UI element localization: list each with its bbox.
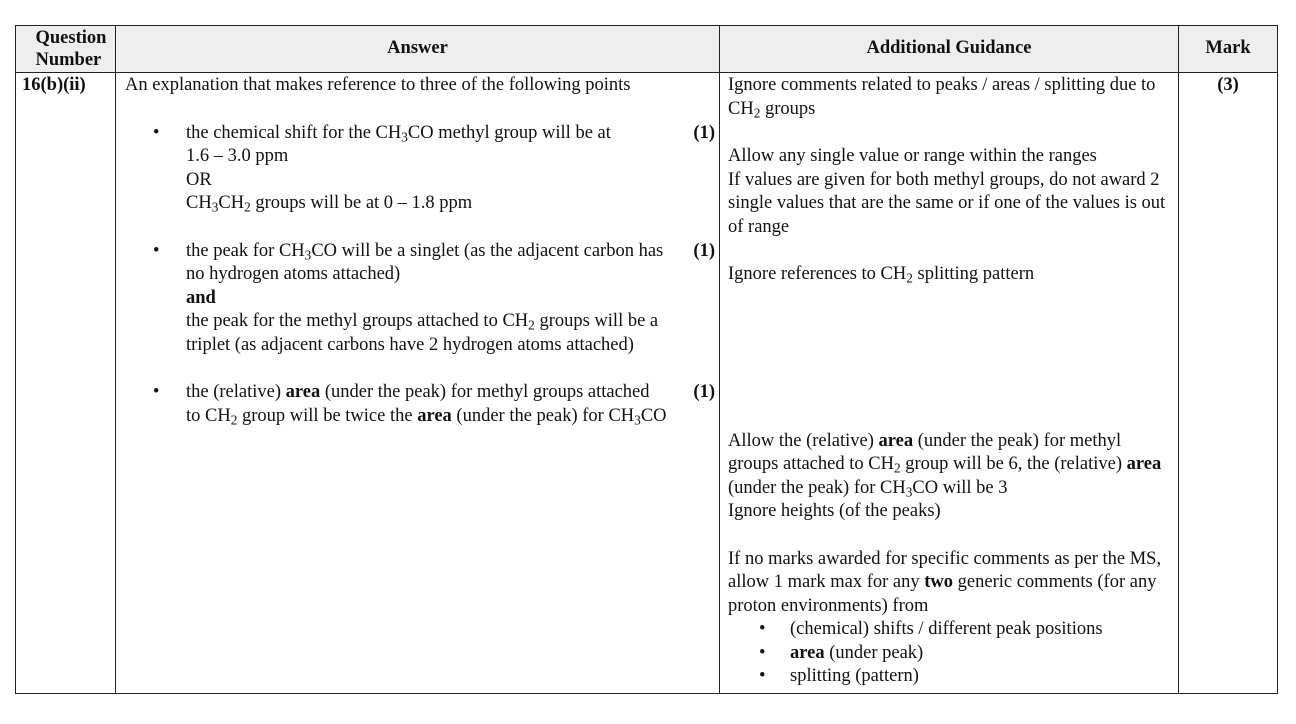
answer-header: Answer xyxy=(116,26,720,73)
guidance-point-2: Ignore references to $CH_2$ splitting pattern xyxy=(728,264,1035,286)
bullet-icon: • xyxy=(153,382,160,402)
guidance-general: Ignore comments related to peaks / areas / splitting due to $CH_2$ groups xyxy=(728,75,1156,120)
bullet-icon: • xyxy=(759,666,766,686)
list-item xyxy=(759,665,1172,689)
list-item-text: splitting (pattern) xyxy=(790,666,919,686)
answer-point-3 xyxy=(153,381,715,428)
answer-point-text: the (relative) area (under the peak) for methyl groups attached to $CH_2$ group will be twice the area (under the peak) for $CH_3CO$ xyxy=(186,382,667,427)
mark-header: Mark xyxy=(1179,26,1278,73)
generic-comments-list xyxy=(728,618,1172,689)
list-item xyxy=(759,618,1172,642)
bullet-icon: • xyxy=(153,122,160,143)
total-mark: (3) xyxy=(1179,73,1278,694)
guidance-point-1: Allow any single value or range within the ranges If values are given for both methyl groups, do not award 2 single values that are the same or if one of the values is out of range xyxy=(728,146,1166,237)
answer-point-text: the chemical shift for the $CH_3CO$ methyl group will be at 1.6 – 3.0 ppm OR $CH_3CH_2$ groups will be at 0 – 1.8 ppm xyxy=(186,122,611,215)
answer-point-1 xyxy=(153,122,715,216)
list-item-text: (chemical) shifts / different peak positions xyxy=(790,619,1103,639)
guidance-cell xyxy=(720,73,1179,694)
table-row xyxy=(16,73,1278,694)
bullet-icon: • xyxy=(153,240,160,261)
answer-cell xyxy=(116,73,720,694)
answer-point-2 xyxy=(153,240,715,358)
point-mark: (1) xyxy=(693,122,715,143)
list-item-text: area (under peak) xyxy=(790,642,924,663)
list-item xyxy=(759,642,1172,666)
mark-scheme-table xyxy=(15,25,1278,694)
point-mark: (1) xyxy=(693,240,715,261)
guidance-point-3: Allow the (relative) area (under the peak) for methyl groups attached to $CH_2$ group will be 6, the (relative) area (under the peak) for $CH_3CO$ will be 3 Ignore heights (of the peaks) xyxy=(728,430,1162,521)
bullet-icon: • xyxy=(759,619,766,639)
guidance-header: Additional Guidance xyxy=(720,26,1179,73)
guidance-generic-intro: If no marks awarded for specific comments as per the MS, allow 1 mark max for any two generic comments (for any proton environments) from xyxy=(728,548,1162,616)
question-number-header: Question Number xyxy=(16,26,116,73)
answer-intro: An explanation that makes reference to three of the following points xyxy=(125,75,631,95)
answer-point-text: the peak for $CH_3CO$ will be a singlet (as the adjacent carbon has no hydrogen atoms attached) and the peak for the methyl groups attached to $CH_2$ groups will be a triplet (as adjacent carbons have 2 hydrogen atoms attached) xyxy=(186,240,664,355)
point-mark: (1) xyxy=(693,382,715,402)
bullet-icon: • xyxy=(759,642,766,663)
question-number: 16(b)(ii) xyxy=(16,73,116,694)
header-row xyxy=(16,26,1278,73)
